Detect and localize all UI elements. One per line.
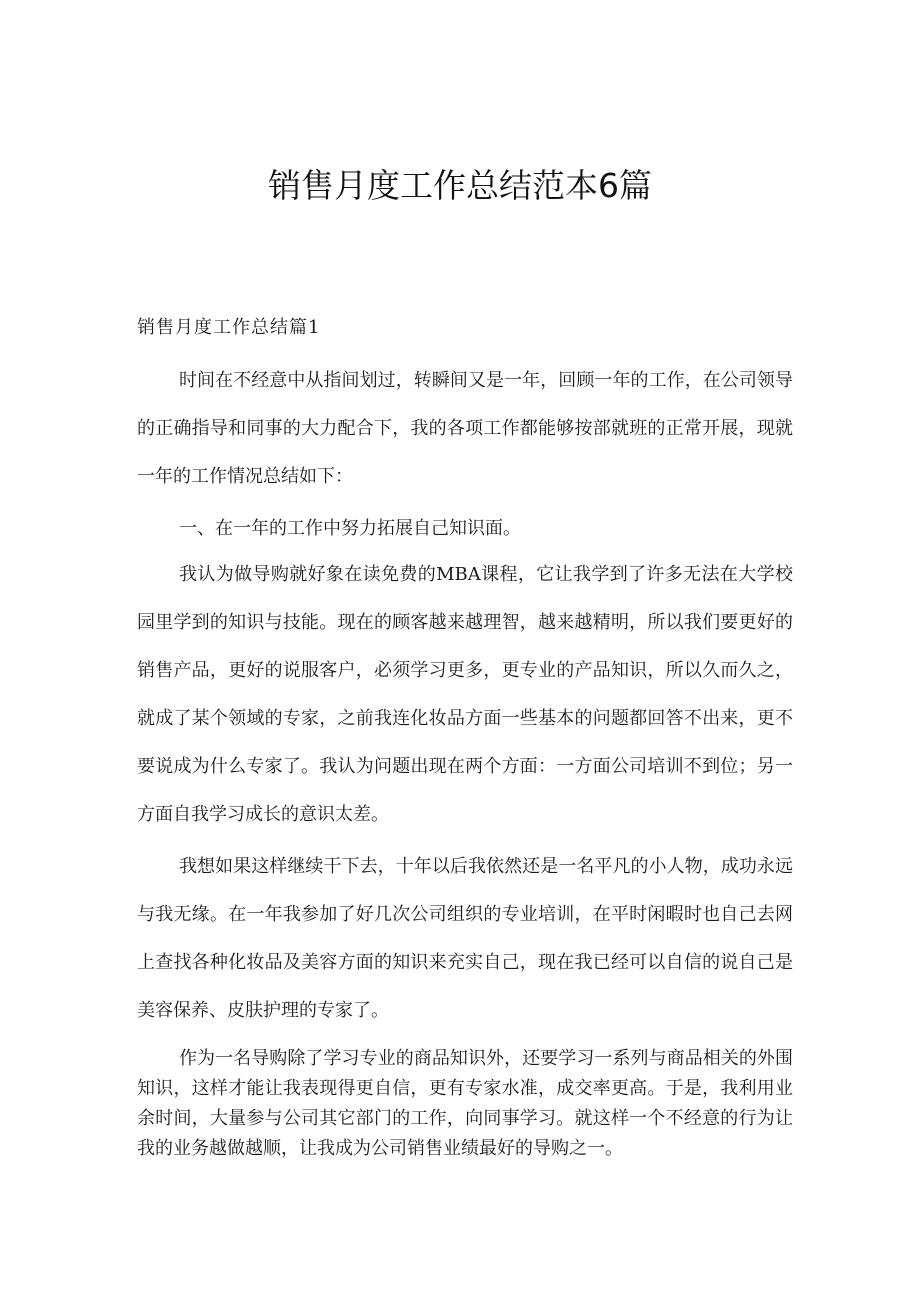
document-title: 销售月度工作总结范本6篇 [268,166,652,205]
paragraph-extended-knowledge: 作为一名导购除了学习专业的商品知识外，还要学习一系列与商品相关的外围知识，这样才能让我表现得更自信，更有专家水准，成交率更高。于是，我利用业余时间，大量参与公司其它部门的工作，向同事学习。就这样一个不经意的行为让我的业务越做越顺，让我成为公司销售业绩最好的导购之一。 [137,1048,793,1159]
paragraph-point-one: 一、在一年的工作中努力拓展自己知识面。 [179,518,521,539]
section-heading: 销售月度工作总结篇1 [137,317,321,338]
paragraph-learning: 我认为做导购就好象在读免费的MBA课程，它让我学到了许多无法在大学校园里学到的知识与技能。现在的顾客越来越理智，越来越精明，所以我们要更好的销售产品，更好的说服客户，必须学习更多，更专业的产品知识，所以久而久之，就成了某个领域的专家，之前我连化妆品方面一些基本的问题都回答不出来，更不要说成为什么专家了。我认为问题出现在两个方面：一方面公司培训不到位；另一方面自我学习成长的意识太差。 [137,564,793,825]
paragraph-training: 我想如果这样继续干下去，十年以后我依然还是一名平凡的小人物，成功永远与我无缘。在一年我参加了好几次公司组织的专业培训，在平时闲暇时也自己去网上查找各种化妆品及美容方面的知识来充实自己，现在我已经可以自信的说自己是美容保养、皮肤护理的专家了。 [137,856,793,1021]
paragraph-intro: 时间在不经意中从指间划过，转瞬间又是一年，回顾一年的工作，在公司领导的正确指导和同事的大力配合下，我的各项工作都能够按部就班的正常开展，现就一年的工作情况总结如下： [137,370,793,487]
